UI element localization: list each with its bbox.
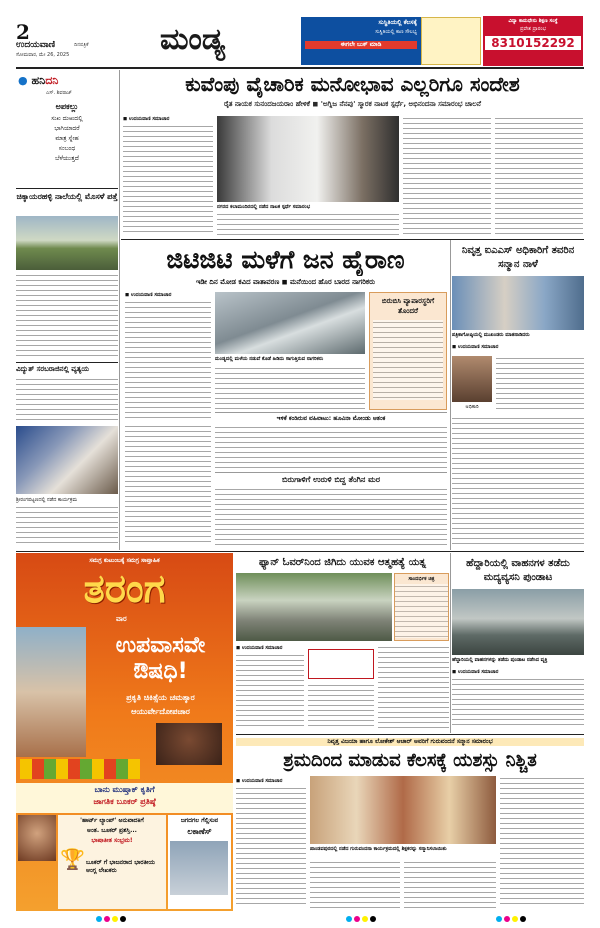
sidebar-photo <box>16 216 118 270</box>
side-box <box>394 573 449 641</box>
section-title: ಮಂಡ್ಯ <box>160 22 226 57</box>
bottom-story-caption: ಪಾಂಡವಪುರದಲ್ಲಿ ನಡೆದ ಗುರುವಂದನಾ ಕಾರ್ಯಕ್ರಮದಲ್ಲಿ ಶಿಕ್ಷಕರನ್ನು ಸನ್ಮಾನಿಸಲಾಯಿತು <box>310 846 447 852</box>
suicide-story-byline: ◼ ಉದಯವಾಣಿ ಸಮಾಚಾರ <box>236 645 283 651</box>
bottom-story-col2 <box>310 860 400 908</box>
rain-story-headline: ಜಿಟಿಜಿಟಿ ಮಳೆಗೆ ಜನ ಹೈರಾಣ <box>166 245 405 274</box>
bottom-story-photo <box>310 776 496 844</box>
suicide-story-col3 <box>378 645 449 729</box>
quote-line: ಭಾಗಿಯಾದರೆ <box>54 125 80 132</box>
bottom-story-headline: ಶ್ರಮದಿಂದ ಮಾಡುವ ಕೆಲಸಕ್ಕೆ ಯಶಸ್ಸು ನಿಶ್ಚಿತ <box>283 750 537 771</box>
sidebar-text-3 <box>16 505 118 545</box>
paper-suffix: ದಿನಪತ್ರಿಕೆ <box>74 42 89 48</box>
tharanga-tagline1: ಪ್ರಕೃತಿ ಚಿಕಿತ್ಸೆಯ ಚಮತ್ಕಾರ <box>126 693 195 702</box>
cover-photo <box>16 627 86 757</box>
trophy-icon: 🏆 <box>60 847 85 871</box>
sidebar <box>16 70 118 550</box>
tree-box-text <box>215 487 447 545</box>
author-photo <box>18 815 56 861</box>
color-dot <box>362 916 368 922</box>
rain-story-col1 <box>125 300 211 420</box>
police-story <box>452 553 584 733</box>
right-box <box>168 815 231 909</box>
masthead <box>0 0 600 66</box>
column-rule <box>450 240 451 550</box>
sidebar-text-2 <box>16 377 118 423</box>
bottom-story-byline: ◼ ಉದಯವಾಣಿ ಸಮಾಚಾರ <box>236 778 283 784</box>
column-rule <box>450 553 451 733</box>
sidebar-headline-2: ವಿದ್ಯುತ್ ಸರಬರಾಜಿನಲ್ಲಿ ವ್ಯತ್ಯಯ <box>16 365 89 373</box>
police-story-text <box>452 677 584 729</box>
portrait-caption: ಅಧಿಕಾರಿ <box>465 404 479 410</box>
color-dot <box>512 916 518 922</box>
quote-title: ಅಪಕಲ್ಲು <box>55 102 79 111</box>
ad1-line2: ಸುಸ್ಥಿತಿಯಲ್ಲಿ ಕಾಣ ಸೌಲಭ್ಯ <box>375 29 417 35</box>
police-story-caption: ಹೆದ್ದಾರಿಯಲ್ಲಿ ವಾಹನಗಳನ್ನು ತಡೆದು ಪುಂಡಾಟ ನಡೆಸಿದ ವ್ಯಕ್ತಿ <box>452 657 548 663</box>
color-dot <box>354 916 360 922</box>
tharanga-banner2: ಔಷಧಿ! <box>133 659 188 684</box>
page-number: 2 <box>16 20 30 44</box>
registration-marks <box>16 914 584 924</box>
top-story-photo-caption: ನಗರದ ಕಲಾಮಂದಿರದಲ್ಲಿ ನಡೆದ ನಾಟಕ ಸ್ಪರ್ಧೆ ಸಮಾರಂಭ <box>217 204 311 210</box>
top-story-headline: ಕುವೆಂಪು ವೈಚಾರಿಕ ಮನೋಭಾವ ಎಲ್ಲರಿಗೂ ಸಂದೇಶ <box>185 72 520 96</box>
tharanga-subtitle: ವಾರ <box>116 615 127 623</box>
top-story-photo <box>217 116 399 202</box>
retired-story-caption: ಪತ್ರಿಕಾಗೋಷ್ಠಿಯಲ್ಲಿ ಮುಖಂಡರು ಮಾತನಾಡಿದರು <box>452 332 530 338</box>
rain-story <box>121 240 450 550</box>
bottom-story-kicker: ನಿವೃತ್ತ ವಿಜಯಾ ಹಾಗೂ ಲೋಕೇಶ್ ಆಚಾರ್ ಅವರಿಗೆ ಗುರುವಂದನೆ ಸನ್ಮಾನ ಸಮಾರಂಭ <box>236 738 584 746</box>
color-dot <box>520 916 526 922</box>
quote-line: ಬೆಳೆಯುತ್ತದೆ <box>55 155 79 162</box>
tharanga-ad[interactable] <box>16 553 233 911</box>
quote-line: ಸಂಬಂಧ <box>58 145 76 152</box>
quote-line: ಮಾತ್ರ ಸ್ನೇಹ <box>55 135 79 142</box>
color-dot <box>96 916 102 922</box>
tree-box-title: ಬಿರುಗಾಳಿಗೆ ಉರುಳಿ ಬಿದ್ದ ತೆಂಗಿನ ಮರ <box>281 475 381 484</box>
box-d: ಬೂಕರ್ ಗೆ ಭಾಜನರಾದ ಭಾರತೀಯ ಆಂಗ್ಲ ಲೇಖಕರು <box>86 859 155 874</box>
retired-story-col2 <box>452 416 584 546</box>
top-story-col1 <box>123 124 213 236</box>
ad2-line2: ಪ್ರವೇಶ ಪ್ರಾರಂಭ <box>519 26 547 32</box>
suicide-story-photo <box>236 573 392 641</box>
color-dot <box>112 916 118 922</box>
divider <box>16 188 118 189</box>
retired-story-photo <box>452 276 584 330</box>
header-ad-1b[interactable] <box>421 17 481 65</box>
rain-story-col1b <box>125 424 211 542</box>
bottom-story-col4 <box>500 776 584 908</box>
retired-story-byline: ◼ ಉದಯವಾಣಿ ಸಮಾಚಾರ <box>452 344 499 350</box>
ad1-line3: ಈಗಲೇ ಬುಕ್ ಮಾಡಿ <box>305 41 417 49</box>
cover-woman <box>156 723 222 765</box>
color-dot <box>504 916 510 922</box>
rain-story-byline: ◼ ಉದಯವಾಣಿ ಸಮಾಚಾರ <box>125 292 172 298</box>
right1: ಜಗದಗಲ ಗೆಲ್ಲಿಸುವ <box>180 817 219 824</box>
section-rule <box>16 551 584 552</box>
shop-box-text <box>373 320 443 400</box>
retired-story <box>452 240 584 550</box>
box-b: ಅಂತ. ಬೂಕರ್ ಪ್ರಶಸ್ತಿ... <box>87 827 137 834</box>
column-logo <box>18 74 58 88</box>
section-rule <box>236 734 584 735</box>
farm-box-text <box>215 425 447 471</box>
sidebar-photo2-caption: ಶ್ರೀರಂಗಪಟ್ಟಣದಲ್ಲಿ ನಡೆದ ಕಾರ್ಯಕ್ರಮ <box>16 497 78 503</box>
ad1-line1: ಸುಸ್ಥಿತಿಯಲ್ಲಿ ಕೆಲಸಕ್ಕೆ <box>378 19 417 26</box>
color-dot <box>346 916 352 922</box>
masthead-rule <box>16 67 584 69</box>
top-story-col3 <box>403 116 491 236</box>
retired-story-col1 <box>496 356 584 412</box>
brand-part1: ಹನಿ <box>31 74 46 87</box>
suicide-story-col2 <box>308 683 374 729</box>
quote-box-2 <box>308 649 374 679</box>
strip1: ಬಾನು ಮುಷ್ತಾಕ್ ಕೃತಿಗೆ <box>94 785 155 794</box>
suicide-story-col1 <box>236 653 304 729</box>
juice-glasses <box>20 759 140 779</box>
farm-box <box>215 412 447 470</box>
bottom-story <box>236 736 584 912</box>
strip2: ಜಾಗತಿಕ ಬೂಕರ್ ಪ್ರತಿಷ್ಠೆ <box>93 797 156 806</box>
right-box-photo <box>170 841 228 895</box>
box-a: 'ಹಾರ್ಟ್ ಲ್ಯಾಂಪ್' ಅನುವಾದಕಿಗೆ <box>80 817 144 824</box>
author-box <box>58 815 166 909</box>
farm-box-title: ಇಳಿಕೆ ಕಂಡಿರುವ ವಹಿವಾಟು: ಹೂವಿನಾ ಮೋಂಡು ಆತಂಕ <box>276 415 386 422</box>
tree-box <box>215 472 447 546</box>
top-story-subhead: ರೈತ ನಾಯಕ ಸುನಂದಜಯರಾಂ ಹೇಳಿಕೆ ◼ 'ಅಗ್ನಿಜ ನೆನಪು' ಸ್ಮಾರಕ ನಾಟಕ ಸ್ಪರ್ಧೆ, ಅಭಿನಂದನಾ ಸಮಾರಂಭ ಚಾಲನೆ <box>224 100 481 108</box>
bottom-story-col3 <box>404 860 496 908</box>
strip <box>16 783 233 813</box>
shop-box <box>369 292 447 410</box>
sidebar-headline: ಚಿಕ್ಕಾಯರಹಳ್ಳಿ ನಾಲೆಯಲ್ಲಿ ಮೊಸಳೆ ಪತ್ತೆ <box>16 192 118 201</box>
issue-date: ಸೋಮವಾರ, ಮೇ 26, 2025 <box>16 52 70 58</box>
rain-story-photo-caption: ಮಂಡ್ಯದಲ್ಲಿ ಮಳೆಯ ನಡುವೆ ಕೊಡೆ ಹಿಡಿದು ಸಾಗುತ್ತಿರುವ ನಾಗರಿಕರು <box>215 356 324 362</box>
brand-part2: ದನಿ <box>45 74 59 87</box>
divider <box>16 362 118 363</box>
top-story-byline: ◼ ಉದಯವಾಣಿ ಸಮಾಚಾರ <box>123 116 170 122</box>
side-box-text <box>395 584 448 638</box>
color-dot <box>120 916 126 922</box>
rain-story-col2 <box>215 366 365 410</box>
column-rule <box>119 70 120 550</box>
portrait <box>452 356 492 402</box>
rain-story-subhead: ಇಡೀ ದಿನ ಮೋಡ ಕವಿದ ವಾತಾವರಣ ◼ ಮನೆಯಿಂದ ಹೊರ ಬಾರದ ನಾಗರಿಕರು <box>195 278 375 286</box>
retired-story-headline: ನಿವೃತ್ತ ಐಎಎಸ್ ಅಧಿಕಾರಿಗೆ ತವರಿನ ಸನ್ಮಾನ ನಾಳೆ <box>461 245 575 270</box>
police-story-headline: ಹೆದ್ದಾರಿಯಲ್ಲಿ ವಾಹನಗಳ ತಡೆದು ಮದ್ಯವ್ಯಸನಿ ಪುಂಡಾಟ <box>466 558 570 583</box>
color-dot <box>496 916 502 922</box>
ad2-line1: ವಿದ್ಯಾ ಕಾಮಧೇನು ಶಿಕ್ಷಣ ಸಂಸ್ಥೆ <box>508 18 558 24</box>
sidebar-photo-2 <box>16 426 118 494</box>
tharanga-banner1: ಉಪವಾಸವೇ <box>115 633 206 658</box>
sidebar-text <box>16 273 118 359</box>
side-box-caption: ಸಾಂದರ್ಭಿಕ ಚಿತ್ರ <box>408 576 435 582</box>
header-ad-1[interactable] <box>301 17 421 65</box>
rain-story-photo <box>215 292 365 354</box>
quote-box <box>16 100 118 186</box>
suicide-story-headline: ಫ್ಯಾನ್ ಓವರ್‌ನಿಂದ ಜಿಗಿದು ಯುವಕ ಆತ್ಮಹತ್ಯೆ ಯತ್ನ <box>259 557 426 568</box>
right2: ಲಕಾಣೆಸ್ <box>187 827 212 836</box>
bottom-story-col1 <box>236 786 306 908</box>
tharanga-top-label: ಸಮಗ್ರ ಕುಟುಂಬಕ್ಕೆ ಸಮಗ್ರ ಸಾಪ್ತಾಹಿಕ <box>89 557 160 564</box>
column-label: ಎಸ್. ಶಿವರಾಜ್ <box>46 90 73 96</box>
tharanga-tagline2: ಆಯುರ್ವೇದೋಪಚಾರ <box>131 707 190 716</box>
header-ad-2[interactable] <box>483 16 583 66</box>
suicide-story <box>236 553 449 733</box>
ad2-phone: 8310152292 <box>485 36 581 50</box>
paper-name: ಉದಯವಾಣಿ <box>16 40 56 50</box>
top-story <box>121 70 584 238</box>
police-story-byline: ◼ ಉದಯವಾಣಿ ಸಮಾಚಾರ <box>452 669 499 675</box>
shop-box-title: ಬಿರುಬಿಸಿ ವ್ಯಾಪಾರಸ್ಥರಿಗೆ ತೊಂದರೆ <box>381 297 435 315</box>
quote-line: ಸುಖ ದುಃಖದಲ್ಲಿ <box>51 115 83 122</box>
color-dot <box>370 916 376 922</box>
drop-icon: ● <box>18 74 28 87</box>
top-story-col2 <box>217 212 399 236</box>
top-story-col4 <box>495 116 583 236</box>
tharanga-title: ತರಂಗ <box>83 566 166 612</box>
color-dot <box>104 916 110 922</box>
police-story-photo <box>452 589 584 655</box>
box-c: ಭಾಷಾತೀತ ಸಂಭ್ರಮ! <box>91 837 133 844</box>
